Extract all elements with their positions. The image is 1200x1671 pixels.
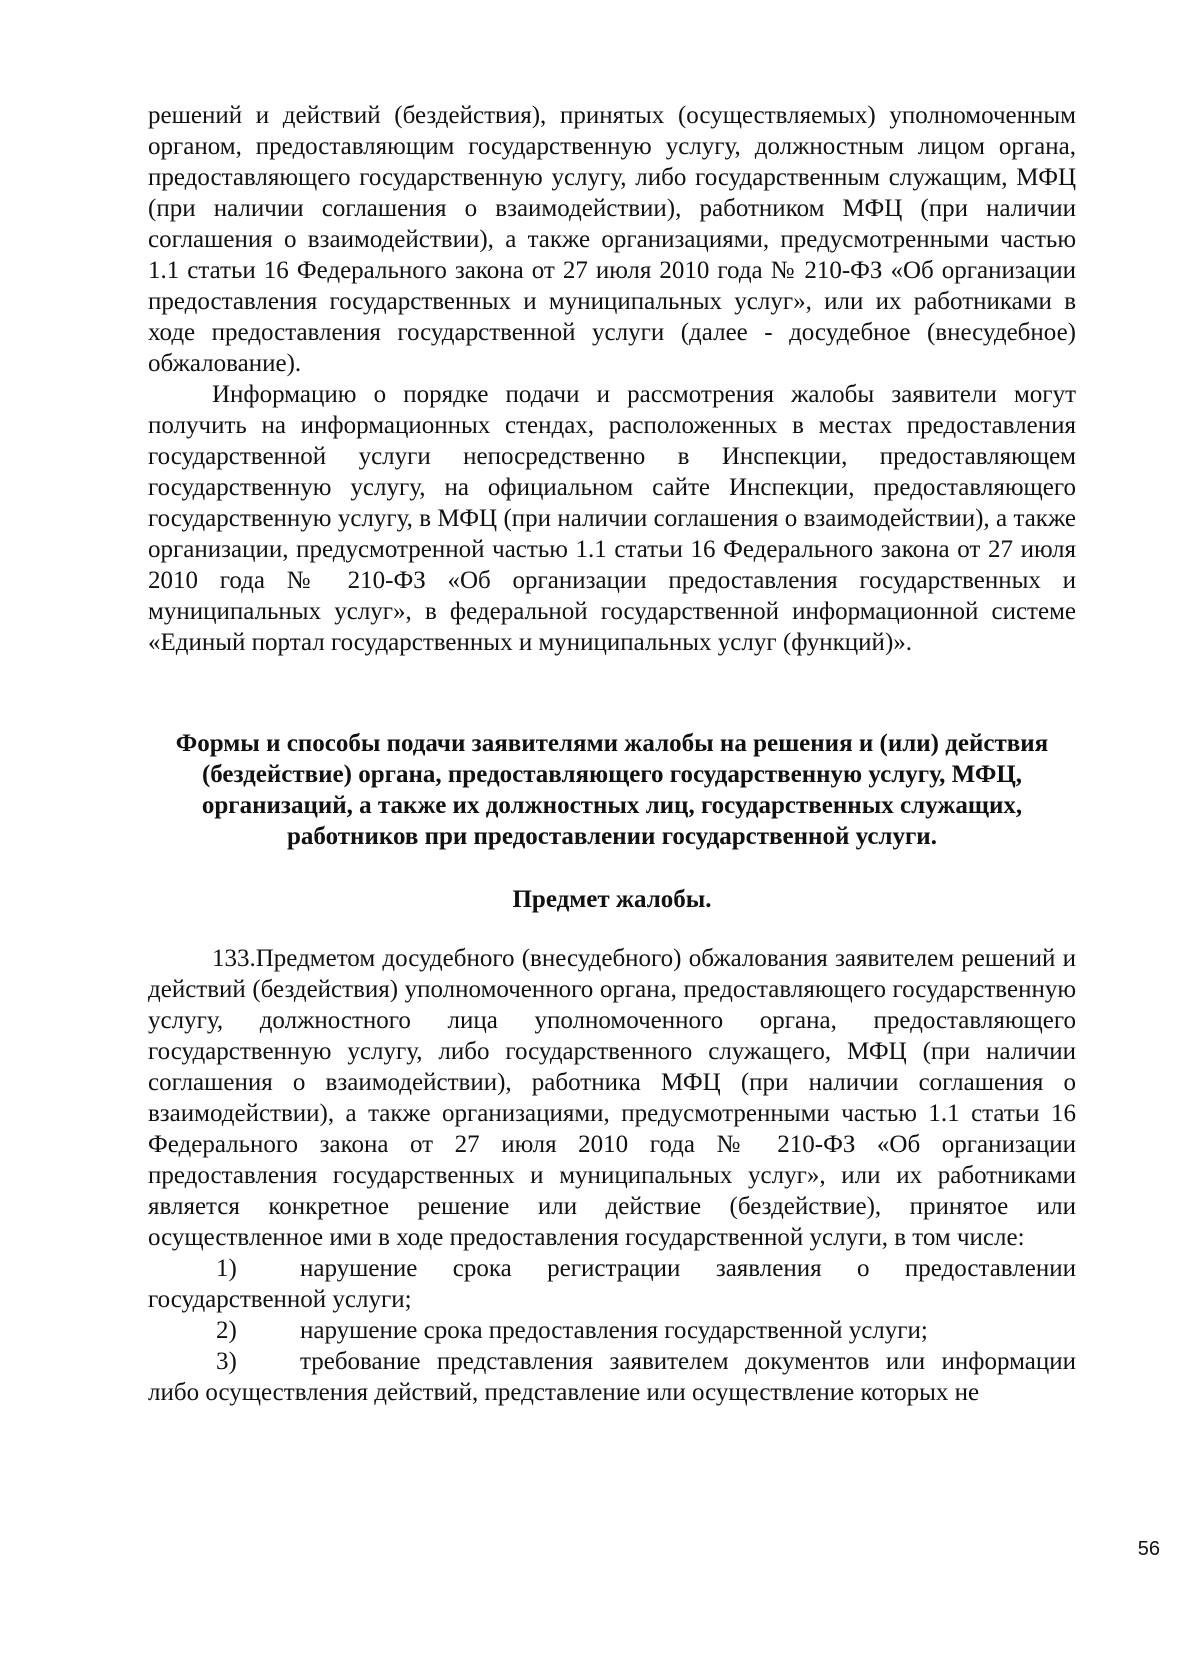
paragraph-133: 133.Предметом досудебного (внесудебного) обжалования заявителем решений и действий (бездействия) уполномоченного органа, предоставляющего государственную услугу, должностного лица уполномоченного органа, предоставляющего государственную услугу, либо государственного служащего, МФЦ (при наличии соглашения о взаимодействии), работника МФЦ (при наличии соглашения о взаимодействии), а также организациями, предусмотренными частью 1.1 статьи 16 Федерального закона от 27 июля 2010 года № 210-ФЗ «Об организации предоставления государственных и муниципальных услуг», или их работниками является конкретное решение или действие (бездействие), принятое или осуществленное ими в ходе предоставления государственной услуги, в том числе: bbox=[148, 945, 1076, 1251]
list-item bbox=[148, 1346, 1076, 1408]
paragraph-appeal-information: Информацию о порядке подачи и рассмотрения жалобы заявители могут получить на информационных стендах, расположенных в местах предоставления государственной услуги непосредственно в Инспекции, предоставляющем государственную услугу, на официальном сайте Инспекции, предоставляющего государственную услугу, в МФЦ (при наличии соглашения о взаимодействии), а также организации, предусмотренной частью 1.1 статьи 16 Федерального закона от 27 июля 2010 года № 210-ФЗ «Об организации предоставления государственных и муниципальных услуг», в федеральной государственной информационной системе «Единый портал государственных и муниципальных услуг (функций)». bbox=[148, 381, 1076, 656]
subject-heading: Предмет жалобы. bbox=[512, 886, 712, 913]
document-body bbox=[148, 100, 1076, 1408]
paragraph-appeal-definition: решений и действий (бездействия), принятых (осуществляемых) уполномоченным органом, предоставляющим государственную услугу, должностным лицом органа, предоставляющего государственную услугу, либо государственным служащим, МФЦ (при наличии соглашения о взаимодействии), работником МФЦ (при наличии соглашения о взаимодействии), а также организациями, предусмотренными частью 1.1 статьи 16 Федерального закона от 27 июля 2010 года № 210-ФЗ «Об организации предоставления государственных и муниципальных услуг», или их работниками в ходе предоставления государственной услуги (далее - досудебное (внесудебное) обжалование). bbox=[148, 102, 1076, 377]
list-item-number: 3) bbox=[216, 1348, 237, 1375]
list-item-text: требование представления заявителем документов или информации либо осуществления действий, представление или осуществление которых не bbox=[148, 1348, 1076, 1406]
spacer bbox=[148, 658, 1076, 728]
list-item-text: нарушение срока предоставления государственной услуги; bbox=[300, 1317, 928, 1344]
section-heading: Формы и способы подачи заявителями жалобы на решения и (или) действия (бездействие) органа, предоставляющего государственную услугу, МФЦ, организаций, а также их должностных лиц, государственных служащих, работников при предоставлении государственной услуги. bbox=[175, 730, 1049, 850]
list-item-text: нарушение срока регистрации заявления о предоставлении государственной услуги; bbox=[148, 1255, 1076, 1313]
list-item-number: 2) bbox=[216, 1317, 237, 1344]
spacer bbox=[148, 915, 1076, 943]
list-item bbox=[148, 1315, 1076, 1346]
list-item bbox=[148, 1253, 1076, 1315]
page-number: 56 bbox=[1137, 1538, 1160, 1560]
spacer bbox=[148, 852, 1076, 884]
list-item-number: 1) bbox=[216, 1255, 237, 1282]
